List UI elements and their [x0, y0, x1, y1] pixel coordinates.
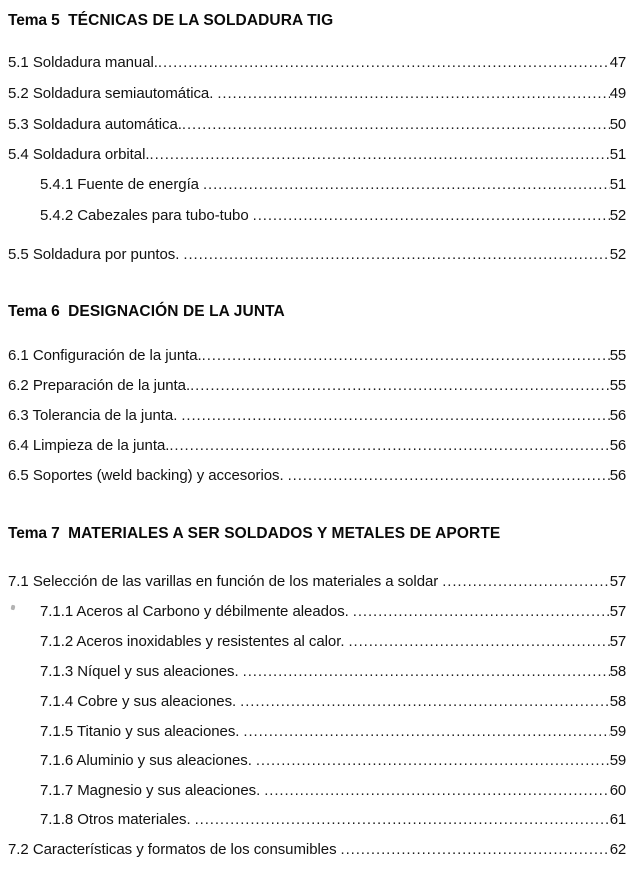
toc-entry[interactable] [8, 117, 626, 132]
toc-entry-page-number: 57 [609, 633, 626, 650]
toc-entry[interactable] [8, 574, 626, 589]
section-heading [8, 12, 333, 30]
toc-entry-page-number: 51 [609, 146, 626, 163]
toc-entry-label: 5.3 Soldadura automática. [8, 116, 182, 133]
toc-row [0, 147, 626, 162]
toc-dot-leader [202, 348, 610, 363]
toc-entry-page-number: 55 [609, 347, 626, 364]
toc-dot-leader [253, 208, 610, 223]
toc-entry-page-number: 59 [609, 723, 626, 740]
toc-entry-page-number: 52 [609, 246, 626, 263]
toc-entry-label: 6.2 Preparación de la junta. [8, 377, 191, 394]
toc-entry[interactable] [40, 177, 626, 192]
toc-dot-leader [442, 574, 609, 589]
toc-entry-page-number: 61 [609, 811, 626, 828]
toc-entry[interactable] [40, 208, 626, 223]
toc-entry-label: 5.2 Soldadura semiautomática. [8, 85, 214, 102]
toc-dot-leader [217, 86, 609, 101]
toc-row [0, 468, 626, 483]
toc-dot-leader [181, 408, 609, 423]
toc-entry[interactable] [8, 247, 626, 262]
toc-row [0, 378, 626, 393]
toc-entry-label: 7.2 Características y formatos de los consumibles [8, 841, 337, 858]
toc-entry-page-number: 57 [609, 603, 626, 620]
toc-entry-page-number: 51 [609, 176, 626, 193]
toc-entry-label: 7.1.3 Níquel y sus aleaciones. [40, 663, 239, 680]
toc-dot-leader [183, 247, 609, 262]
toc-dot-leader [256, 753, 610, 768]
toc-entry[interactable] [8, 468, 626, 483]
toc-entry-page-number: 55 [609, 377, 626, 394]
toc-entry-page-number: 52 [609, 207, 626, 224]
toc-entry-label: 7.1.8 Otros materiales. [40, 811, 191, 828]
toc-dot-leader [243, 664, 610, 679]
toc-entry[interactable] [8, 147, 626, 162]
toc-entry-label: 6.4 Limpieza de la junta. [8, 437, 170, 454]
toc-row [0, 783, 626, 798]
toc-row [0, 117, 626, 132]
toc-dot-leader [182, 117, 610, 132]
toc-row [0, 812, 626, 827]
toc-entry-label: 7.1.4 Cobre y sus aleaciones. [40, 693, 237, 710]
section-heading-number: Tema 6 [8, 303, 60, 320]
toc-dot-leader [150, 147, 610, 162]
toc-entry[interactable] [8, 348, 626, 363]
toc-entry[interactable] [40, 724, 626, 739]
toc-row [0, 438, 626, 453]
toc-entry-label: 7.1.2 Aceros inoxidables y resistentes al calor. [40, 633, 345, 650]
toc-row [0, 86, 626, 101]
toc-entry-page-number: 59 [609, 752, 626, 769]
toc-entry-page-number: 50 [609, 116, 626, 133]
toc-row [0, 55, 626, 70]
toc-dot-leader [288, 468, 610, 483]
toc-row [0, 208, 626, 223]
toc-entry-page-number: 58 [609, 663, 626, 680]
toc-entry-label: 7.1.6 Aluminio y sus aleaciones. [40, 752, 252, 769]
toc-entry-page-number: 58 [609, 693, 626, 710]
toc-dot-leader [348, 634, 609, 649]
toc-entry[interactable] [8, 378, 626, 393]
toc-entry-label: 5.4 Soldadura orbital. [8, 146, 150, 163]
toc-entry-page-number: 57 [609, 573, 626, 590]
section-heading-title: MATERIALES A SER SOLDADOS Y METALES DE APORTE [68, 525, 501, 542]
toc-row [0, 574, 626, 589]
toc-entry-label: 6.5 Soportes (weld backing) y accesorios. [8, 467, 284, 484]
toc-entry-label: 5.4.1 Fuente de energía [40, 176, 199, 193]
toc-dot-leader [158, 55, 610, 70]
toc-row [0, 842, 626, 857]
toc-row [0, 408, 626, 423]
toc-row [0, 694, 626, 709]
toc-dot-leader [353, 604, 610, 619]
section-heading-number: Tema 7 [8, 525, 60, 542]
toc-entry-page-number: 60 [609, 782, 626, 799]
toc-dot-leader [264, 783, 610, 798]
toc-entry[interactable] [40, 812, 626, 827]
toc-entry-label: 7.1.7 Magnesio y sus aleaciones. [40, 782, 261, 799]
toc-row [0, 634, 626, 649]
toc-dot-leader [203, 177, 610, 192]
toc-entry-page-number: 56 [609, 437, 626, 454]
toc-entry-label: 6.3 Tolerancia de la junta. [8, 407, 178, 424]
toc-row [0, 247, 626, 262]
section-heading-title: DESIGNACIÓN DE LA JUNTA [68, 303, 285, 320]
toc-dot-leader [195, 812, 610, 827]
toc-row [0, 753, 626, 768]
section-heading [8, 303, 285, 321]
toc-row [0, 348, 626, 363]
toc-entry[interactable] [8, 55, 626, 70]
toc-entry[interactable] [8, 438, 626, 453]
toc-entry[interactable] [8, 842, 626, 857]
toc-entry-page-number: 62 [609, 841, 626, 858]
toc-entry-page-number: 49 [609, 85, 626, 102]
toc-entry-page-number: 56 [609, 467, 626, 484]
toc-entry-label: 6.1 Configuración de la junta. [8, 347, 202, 364]
toc-dot-leader [240, 694, 610, 709]
toc-entry-label: 7.1 Selección de las varillas en función de los materiales a soldar [8, 573, 439, 590]
toc-entry[interactable] [40, 753, 626, 768]
toc-entry[interactable] [40, 694, 626, 709]
toc-entry-label: 5.5 Soldadura por puntos. [8, 246, 180, 263]
toc-entry[interactable] [40, 783, 626, 798]
toc-dot-leader [169, 438, 609, 453]
toc-entry-label: 7.1.5 Titanio y sus aleaciones. [40, 723, 240, 740]
toc-entry[interactable] [40, 604, 626, 619]
toc-dot-leader [341, 842, 610, 857]
toc-row [0, 177, 626, 192]
toc-dot-leader [190, 378, 610, 393]
section-heading-number: Tema 5 [8, 12, 60, 29]
toc-entry[interactable] [40, 664, 626, 679]
toc-row [0, 664, 626, 679]
toc-entry[interactable] [8, 86, 626, 101]
toc-row [0, 724, 626, 739]
toc-row [0, 604, 626, 619]
toc-entry[interactable] [40, 634, 626, 649]
toc-dot-leader [243, 724, 609, 739]
toc-entry-label: 5.4.2 Cabezales para tubo-tubo [40, 207, 249, 224]
toc-entry[interactable] [8, 408, 626, 423]
section-heading [8, 525, 500, 543]
section-heading-title: TÉCNICAS DE LA SOLDADURA TIG [68, 12, 334, 29]
toc-entry-label: 7.1.1 Aceros al Carbono y débilmente aleados. [40, 603, 349, 620]
toc-entry-page-number: 56 [609, 407, 626, 424]
toc-entry-label: 5.1 Soldadura manual. [8, 54, 158, 71]
toc-entry-page-number: 47 [609, 54, 626, 71]
